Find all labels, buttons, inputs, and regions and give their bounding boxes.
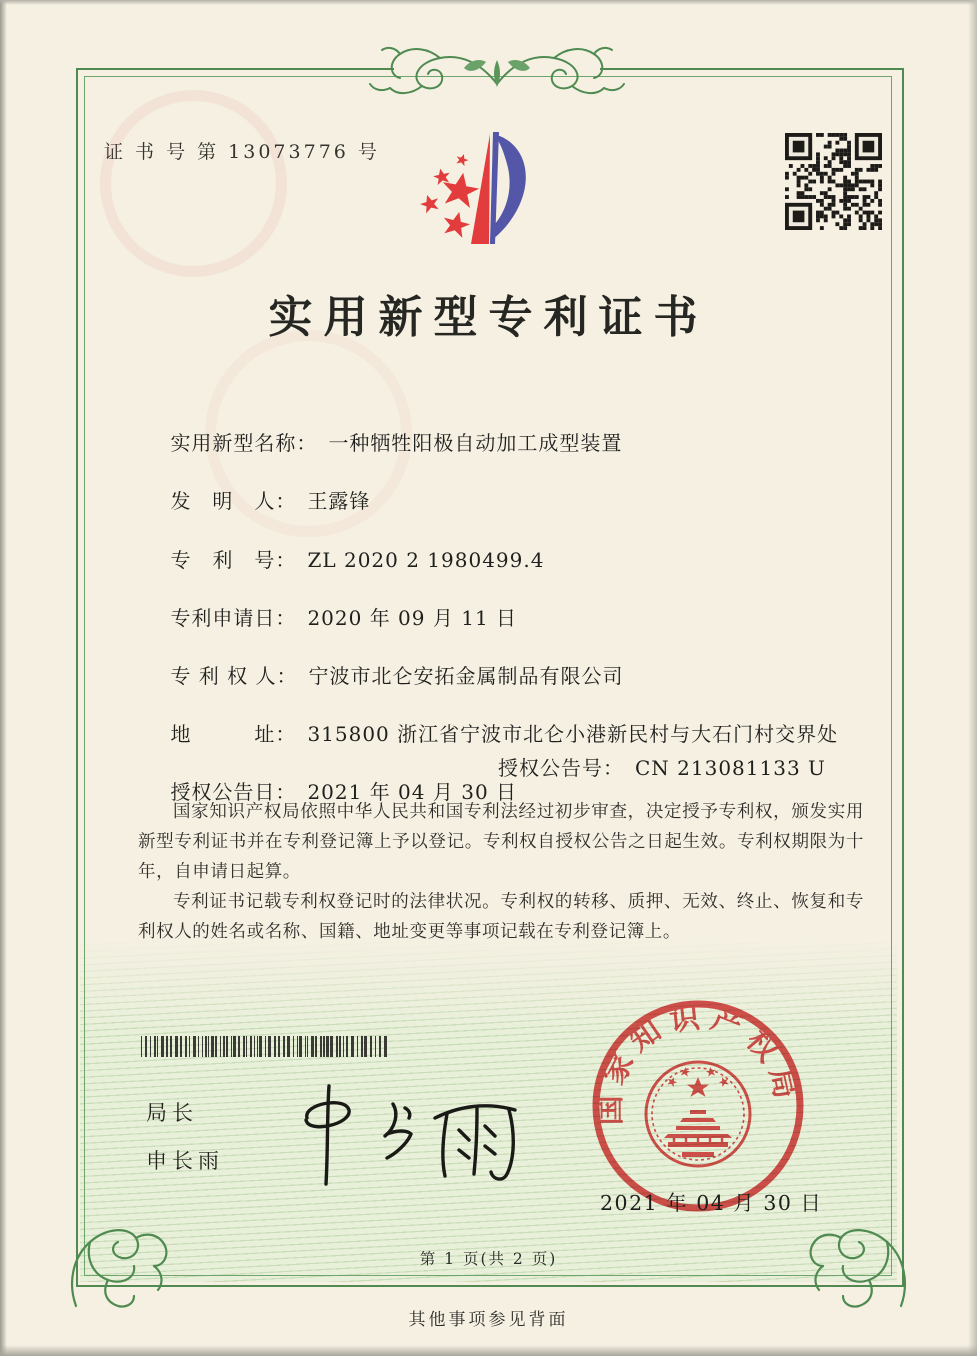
field-label: 实用新型名称： xyxy=(170,431,318,455)
officer-name: 申长雨 xyxy=(146,1149,224,1173)
legal-text xyxy=(138,797,864,947)
certificate-title: 实用新型专利证书 xyxy=(268,292,709,343)
field-value: 315800 浙江省宁波市北仑小港新民村与大石门村交界处 xyxy=(307,722,839,746)
qr-code xyxy=(785,133,882,230)
cnipa-round-seal-icon xyxy=(586,994,810,1218)
legal-paragraph-1: 国家知识产权局依照中华人民共和国专利法经过初步审查，决定授予专利权，颁发实用新型专利证书并在专利登记簿上予以登记。专利权自授权公告之日起生效。专利权期限为十年，自申请日起算。 xyxy=(138,802,864,882)
field-value: 宁波市北仑安拓金属制品有限公司 xyxy=(308,664,624,688)
officer-title: 局长 xyxy=(146,1101,198,1125)
field-value: 2020 年 09 月 11 日 xyxy=(307,606,518,630)
back-side-note: 其他事项参见背面 xyxy=(408,1310,569,1330)
top-flourish-ornament-icon xyxy=(352,34,642,106)
field-value: 一种牺牲阳极自动加工成型装置 xyxy=(328,431,623,455)
page-number: 第 1 页(共 2 页) xyxy=(419,1250,558,1268)
field-value: ZL 2020 2 1980499.4 xyxy=(307,548,545,572)
barcode xyxy=(141,1036,387,1057)
field-value: 2021 年 04 月 30 日 xyxy=(307,780,518,804)
seal-bleedthrough xyxy=(100,90,287,277)
cnipa-logo-icon xyxy=(418,128,542,252)
field-label: 地 址： xyxy=(170,722,297,746)
field-label: 发 明 人： xyxy=(170,489,297,513)
field-value: CN 213081133 U xyxy=(635,756,826,780)
scan-edge xyxy=(0,0,7,1356)
field-grant-number xyxy=(498,752,826,781)
scan-edge xyxy=(0,1345,977,1356)
shen-changyu-signature-icon xyxy=(287,1078,522,1193)
seal-text: 国家知识产权局 xyxy=(592,999,805,1126)
field-label: 专 利 权 人： xyxy=(170,664,298,688)
legal-paragraph-2: 专利证书记载专利权登记时的法律状况。专利权的转移、质押、无效、终止、恢复和专利权人的姓名或名称、国籍、地址变更等事项记载在专利登记簿上。 xyxy=(138,892,864,942)
field-label: 授权公告号： xyxy=(498,756,624,780)
field-value: 王露锋 xyxy=(307,489,371,513)
certificate-number: 证 书 号 第 13073776 号 xyxy=(104,141,380,163)
field-label: 专利申请日： xyxy=(170,606,297,630)
scan-edge xyxy=(968,0,977,1356)
field-label: 授权公告日： xyxy=(170,780,297,804)
field-label: 专 利 号： xyxy=(170,548,297,572)
seal-date: 2021 年 04 月 30 日 xyxy=(600,1191,823,1215)
scan-edge xyxy=(0,0,977,5)
